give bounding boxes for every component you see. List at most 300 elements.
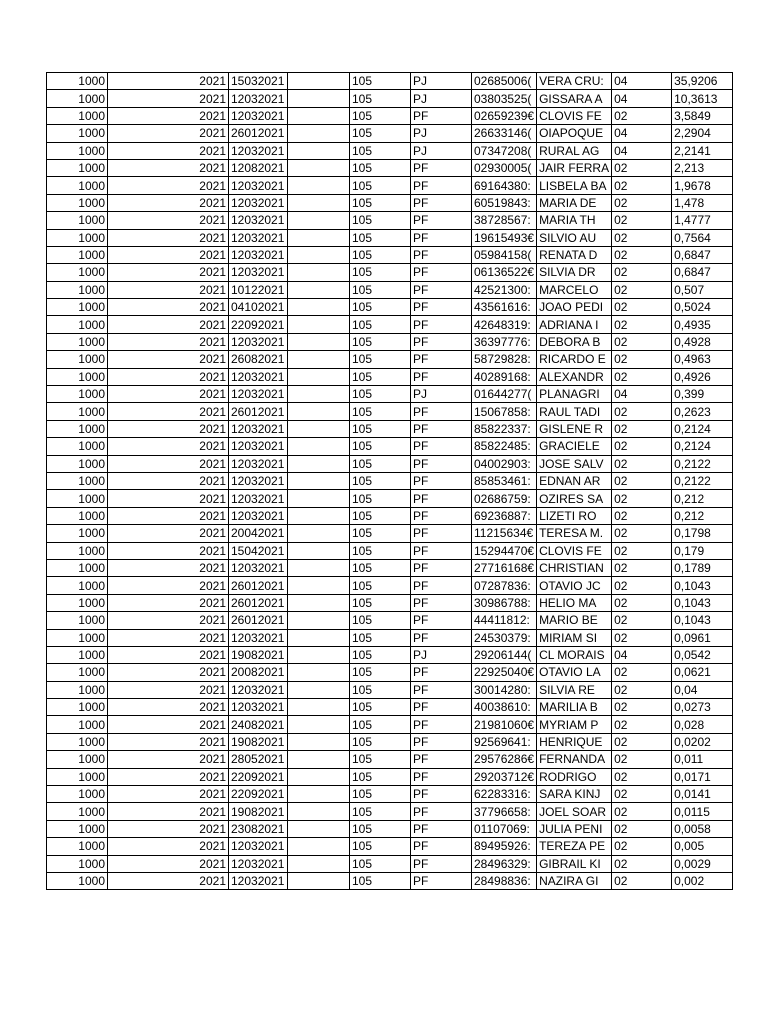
cell-code[interactable]: 1000 (47, 559, 108, 576)
cell-date[interactable]: 12032021 (229, 333, 288, 350)
cell-name[interactable]: RICARDO E (537, 351, 612, 368)
cell-empty[interactable] (288, 107, 350, 124)
cell-year[interactable]: 2021 (108, 264, 229, 281)
cell-document[interactable]: 69236887: (472, 507, 537, 524)
cell-code[interactable]: 1000 (47, 159, 108, 176)
cell-category[interactable]: 02 (612, 351, 672, 368)
cell-document[interactable]: 30986788: (472, 594, 537, 611)
cell-value[interactable]: 0,507 (672, 281, 733, 298)
cell-type[interactable]: PJ (411, 73, 472, 90)
cell-value[interactable]: 0,212 (672, 507, 733, 524)
cell-number[interactable]: 105 (350, 472, 411, 489)
cell-type[interactable]: PF (411, 681, 472, 698)
cell-value[interactable]: 0,6847 (672, 246, 733, 263)
cell-empty[interactable] (288, 333, 350, 350)
cell-year[interactable]: 2021 (108, 612, 229, 629)
cell-empty[interactable] (288, 90, 350, 107)
cell-date[interactable]: 12032021 (229, 838, 288, 855)
cell-number[interactable]: 105 (350, 420, 411, 437)
cell-empty[interactable] (288, 299, 350, 316)
cell-value[interactable]: 35,9206 (672, 73, 733, 90)
cell-category[interactable]: 02 (612, 177, 672, 194)
cell-empty[interactable] (288, 403, 350, 420)
cell-name[interactable]: SARA KINJ (537, 786, 612, 803)
cell-document[interactable]: 62283316: (472, 786, 537, 803)
cell-name[interactable]: OTAVIO LA (537, 664, 612, 681)
cell-document[interactable]: 29206144( (472, 646, 537, 663)
cell-empty[interactable] (288, 472, 350, 489)
cell-number[interactable]: 105 (350, 768, 411, 785)
cell-code[interactable]: 1000 (47, 612, 108, 629)
cell-date[interactable]: 12032021 (229, 872, 288, 889)
cell-document[interactable]: 01644277( (472, 386, 537, 403)
cell-empty[interactable] (288, 612, 350, 629)
cell-name[interactable]: RURAL AG (537, 142, 612, 159)
cell-year[interactable]: 2021 (108, 386, 229, 403)
cell-number[interactable]: 105 (350, 664, 411, 681)
cell-date[interactable]: 10122021 (229, 281, 288, 298)
cell-empty[interactable] (288, 733, 350, 750)
cell-year[interactable]: 2021 (108, 803, 229, 820)
cell-name[interactable]: ALEXANDR (537, 368, 612, 385)
cell-number[interactable]: 105 (350, 368, 411, 385)
cell-category[interactable]: 04 (612, 73, 672, 90)
cell-year[interactable]: 2021 (108, 629, 229, 646)
cell-empty[interactable] (288, 542, 350, 559)
cell-value[interactable]: 2,2904 (672, 125, 733, 142)
cell-empty[interactable] (288, 681, 350, 698)
cell-value[interactable]: 0,04 (672, 681, 733, 698)
cell-year[interactable]: 2021 (108, 472, 229, 489)
cell-value[interactable]: 1,4777 (672, 212, 733, 229)
cell-number[interactable]: 105 (350, 872, 411, 889)
cell-value[interactable]: 0,0542 (672, 646, 733, 663)
cell-category[interactable]: 02 (612, 872, 672, 889)
cell-category[interactable]: 02 (612, 281, 672, 298)
cell-type[interactable]: PF (411, 159, 472, 176)
cell-category[interactable]: 02 (612, 316, 672, 333)
cell-year[interactable]: 2021 (108, 786, 229, 803)
cell-empty[interactable] (288, 646, 350, 663)
cell-date[interactable]: 12032021 (229, 420, 288, 437)
cell-date[interactable]: 12032021 (229, 142, 288, 159)
cell-year[interactable]: 2021 (108, 177, 229, 194)
cell-document[interactable]: 01107069: (472, 820, 537, 837)
cell-code[interactable]: 1000 (47, 646, 108, 663)
cell-date[interactable]: 23082021 (229, 820, 288, 837)
cell-code[interactable]: 1000 (47, 316, 108, 333)
cell-category[interactable]: 02 (612, 107, 672, 124)
cell-value[interactable]: 0,399 (672, 386, 733, 403)
cell-date[interactable]: 22092021 (229, 768, 288, 785)
cell-name[interactable]: LIZETI RO (537, 507, 612, 524)
cell-value[interactable]: 0,028 (672, 716, 733, 733)
cell-code[interactable]: 1000 (47, 125, 108, 142)
cell-empty[interactable] (288, 159, 350, 176)
cell-code[interactable]: 1000 (47, 455, 108, 472)
cell-value[interactable]: 0,0621 (672, 664, 733, 681)
cell-name[interactable]: MARIA DE (537, 194, 612, 211)
cell-category[interactable]: 02 (612, 716, 672, 733)
cell-value[interactable]: 2,213 (672, 159, 733, 176)
cell-document[interactable]: 07347208( (472, 142, 537, 159)
cell-date[interactable]: 12032021 (229, 107, 288, 124)
cell-number[interactable]: 105 (350, 438, 411, 455)
cell-date[interactable]: 12032021 (229, 559, 288, 576)
cell-code[interactable]: 1000 (47, 594, 108, 611)
cell-number[interactable]: 105 (350, 542, 411, 559)
cell-category[interactable]: 02 (612, 629, 672, 646)
cell-name[interactable]: JOAO PEDI (537, 299, 612, 316)
cell-value[interactable]: 0,179 (672, 542, 733, 559)
cell-number[interactable]: 105 (350, 229, 411, 246)
cell-category[interactable]: 02 (612, 786, 672, 803)
cell-year[interactable]: 2021 (108, 246, 229, 263)
cell-category[interactable]: 02 (612, 751, 672, 768)
cell-number[interactable]: 105 (350, 246, 411, 263)
cell-number[interactable]: 105 (350, 507, 411, 524)
cell-year[interactable]: 2021 (108, 194, 229, 211)
cell-date[interactable]: 12032021 (229, 194, 288, 211)
cell-code[interactable]: 1000 (47, 664, 108, 681)
cell-name[interactable]: ADRIANA I (537, 316, 612, 333)
cell-code[interactable]: 1000 (47, 699, 108, 716)
cell-code[interactable]: 1000 (47, 177, 108, 194)
cell-name[interactable]: OIAPOQUE (537, 125, 612, 142)
cell-year[interactable]: 2021 (108, 142, 229, 159)
cell-name[interactable]: TEREZA PE (537, 838, 612, 855)
cell-category[interactable]: 02 (612, 803, 672, 820)
cell-type[interactable]: PF (411, 490, 472, 507)
cell-type[interactable]: PF (411, 107, 472, 124)
cell-type[interactable]: PF (411, 838, 472, 855)
cell-year[interactable]: 2021 (108, 438, 229, 455)
cell-name[interactable]: MARILIA B (537, 699, 612, 716)
cell-number[interactable]: 105 (350, 594, 411, 611)
cell-date[interactable]: 19082021 (229, 803, 288, 820)
cell-name[interactable]: OTAVIO JC (537, 577, 612, 594)
cell-number[interactable]: 105 (350, 733, 411, 750)
cell-date[interactable]: 12032021 (229, 855, 288, 872)
cell-document[interactable]: 69164380: (472, 177, 537, 194)
cell-value[interactable]: 10,3613 (672, 90, 733, 107)
cell-date[interactable]: 12032021 (229, 472, 288, 489)
cell-name[interactable]: CL MORAIS (537, 646, 612, 663)
cell-date[interactable]: 24082021 (229, 716, 288, 733)
cell-document[interactable]: 40038610: (472, 699, 537, 716)
cell-value[interactable]: 0,6847 (672, 264, 733, 281)
cell-name[interactable]: DEBORA B (537, 333, 612, 350)
cell-category[interactable]: 02 (612, 681, 672, 698)
cell-code[interactable]: 1000 (47, 246, 108, 263)
cell-empty[interactable] (288, 872, 350, 889)
cell-empty[interactable] (288, 594, 350, 611)
cell-document[interactable]: 30014280: (472, 681, 537, 698)
cell-category[interactable]: 02 (612, 525, 672, 542)
cell-document[interactable]: 42648319: (472, 316, 537, 333)
cell-empty[interactable] (288, 699, 350, 716)
cell-year[interactable]: 2021 (108, 559, 229, 576)
cell-name[interactable]: GRACIELE (537, 438, 612, 455)
cell-date[interactable]: 19082021 (229, 733, 288, 750)
cell-date[interactable]: 19082021 (229, 646, 288, 663)
cell-empty[interactable] (288, 386, 350, 403)
cell-type[interactable]: PF (411, 177, 472, 194)
cell-code[interactable]: 1000 (47, 803, 108, 820)
cell-code[interactable]: 1000 (47, 629, 108, 646)
cell-year[interactable]: 2021 (108, 73, 229, 90)
cell-code[interactable]: 1000 (47, 542, 108, 559)
cell-year[interactable]: 2021 (108, 125, 229, 142)
cell-empty[interactable] (288, 73, 350, 90)
cell-empty[interactable] (288, 316, 350, 333)
cell-date[interactable]: 12032021 (229, 699, 288, 716)
cell-value[interactable]: 0,4926 (672, 368, 733, 385)
cell-category[interactable]: 02 (612, 559, 672, 576)
cell-empty[interactable] (288, 664, 350, 681)
cell-number[interactable]: 105 (350, 803, 411, 820)
cell-value[interactable]: 0,4935 (672, 316, 733, 333)
cell-category[interactable]: 02 (612, 299, 672, 316)
cell-name[interactable]: GISSARA A (537, 90, 612, 107)
cell-document[interactable]: 02930005( (472, 159, 537, 176)
cell-category[interactable]: 02 (612, 472, 672, 489)
cell-value[interactable]: 3,5849 (672, 107, 733, 124)
cell-empty[interactable] (288, 559, 350, 576)
cell-name[interactable]: VERA CRU: (537, 73, 612, 90)
cell-date[interactable]: 22092021 (229, 316, 288, 333)
cell-document[interactable]: 38728567: (472, 212, 537, 229)
cell-date[interactable]: 12082021 (229, 159, 288, 176)
cell-empty[interactable] (288, 803, 350, 820)
cell-value[interactable]: 0,0171 (672, 768, 733, 785)
cell-date[interactable]: 12032021 (229, 438, 288, 455)
cell-name[interactable]: EDNAN AR (537, 472, 612, 489)
cell-name[interactable]: FERNANDA (537, 751, 612, 768)
cell-category[interactable]: 02 (612, 594, 672, 611)
cell-type[interactable]: PF (411, 333, 472, 350)
cell-value[interactable]: 0,002 (672, 872, 733, 889)
cell-value[interactable]: 0,5024 (672, 299, 733, 316)
cell-number[interactable]: 105 (350, 299, 411, 316)
cell-value[interactable]: 0,212 (672, 490, 733, 507)
cell-empty[interactable] (288, 229, 350, 246)
cell-value[interactable]: 1,478 (672, 194, 733, 211)
cell-type[interactable]: PF (411, 803, 472, 820)
cell-category[interactable]: 02 (612, 229, 672, 246)
cell-value[interactable]: 0,005 (672, 838, 733, 855)
cell-number[interactable]: 105 (350, 559, 411, 576)
cell-year[interactable]: 2021 (108, 316, 229, 333)
cell-category[interactable]: 02 (612, 246, 672, 263)
cell-empty[interactable] (288, 212, 350, 229)
cell-date[interactable]: 26082021 (229, 351, 288, 368)
cell-year[interactable]: 2021 (108, 768, 229, 785)
cell-date[interactable]: 12032021 (229, 246, 288, 263)
cell-year[interactable]: 2021 (108, 90, 229, 107)
cell-number[interactable]: 105 (350, 159, 411, 176)
cell-number[interactable]: 105 (350, 629, 411, 646)
cell-type[interactable]: PJ (411, 142, 472, 159)
cell-code[interactable]: 1000 (47, 90, 108, 107)
cell-name[interactable]: SILVIA RE (537, 681, 612, 698)
cell-year[interactable]: 2021 (108, 420, 229, 437)
cell-empty[interactable] (288, 629, 350, 646)
cell-category[interactable]: 04 (612, 386, 672, 403)
cell-date[interactable]: 20082021 (229, 664, 288, 681)
cell-year[interactable]: 2021 (108, 716, 229, 733)
cell-code[interactable]: 1000 (47, 333, 108, 350)
cell-document[interactable]: 03803525( (472, 90, 537, 107)
cell-code[interactable]: 1000 (47, 420, 108, 437)
cell-year[interactable]: 2021 (108, 159, 229, 176)
cell-category[interactable]: 02 (612, 733, 672, 750)
cell-document[interactable]: 89495926: (472, 838, 537, 855)
cell-code[interactable]: 1000 (47, 107, 108, 124)
cell-empty[interactable] (288, 125, 350, 142)
cell-empty[interactable] (288, 264, 350, 281)
cell-document[interactable]: 43561616: (472, 299, 537, 316)
cell-code[interactable]: 1000 (47, 73, 108, 90)
cell-type[interactable]: PF (411, 855, 472, 872)
cell-document[interactable]: 44411812: (472, 612, 537, 629)
cell-value[interactable]: 0,011 (672, 751, 733, 768)
cell-category[interactable]: 02 (612, 838, 672, 855)
cell-name[interactable]: RODRIGO (537, 768, 612, 785)
cell-number[interactable]: 105 (350, 577, 411, 594)
cell-year[interactable]: 2021 (108, 699, 229, 716)
cell-code[interactable]: 1000 (47, 351, 108, 368)
cell-number[interactable]: 105 (350, 142, 411, 159)
cell-value[interactable]: 0,4928 (672, 333, 733, 350)
cell-document[interactable]: 19615493€ (472, 229, 537, 246)
cell-type[interactable]: PF (411, 612, 472, 629)
cell-type[interactable]: PF (411, 403, 472, 420)
cell-document[interactable]: 02659239€ (472, 107, 537, 124)
cell-code[interactable]: 1000 (47, 786, 108, 803)
cell-category[interactable]: 02 (612, 855, 672, 872)
cell-value[interactable]: 0,0202 (672, 733, 733, 750)
cell-category[interactable]: 02 (612, 490, 672, 507)
cell-number[interactable]: 105 (350, 855, 411, 872)
cell-type[interactable]: PF (411, 699, 472, 716)
cell-type[interactable]: PF (411, 316, 472, 333)
cell-name[interactable]: NAZIRA GI (537, 872, 612, 889)
cell-year[interactable]: 2021 (108, 646, 229, 663)
cell-number[interactable]: 105 (350, 177, 411, 194)
cell-date[interactable]: 12032021 (229, 490, 288, 507)
cell-date[interactable]: 26012021 (229, 125, 288, 142)
cell-code[interactable]: 1000 (47, 386, 108, 403)
cell-date[interactable]: 12032021 (229, 90, 288, 107)
cell-document[interactable]: 27716168€ (472, 559, 537, 576)
cell-number[interactable]: 105 (350, 490, 411, 507)
cell-number[interactable]: 105 (350, 786, 411, 803)
cell-document[interactable]: 29576286€ (472, 751, 537, 768)
cell-number[interactable]: 105 (350, 333, 411, 350)
cell-number[interactable]: 105 (350, 107, 411, 124)
cell-number[interactable]: 105 (350, 646, 411, 663)
cell-empty[interactable] (288, 786, 350, 803)
cell-year[interactable]: 2021 (108, 872, 229, 889)
cell-value[interactable]: 2,2141 (672, 142, 733, 159)
cell-date[interactable]: 12032021 (229, 368, 288, 385)
cell-document[interactable]: 37796658: (472, 803, 537, 820)
cell-category[interactable]: 02 (612, 612, 672, 629)
cell-value[interactable]: 0,1798 (672, 525, 733, 542)
cell-document[interactable]: 04002903: (472, 455, 537, 472)
cell-date[interactable]: 12032021 (229, 629, 288, 646)
cell-year[interactable]: 2021 (108, 299, 229, 316)
cell-date[interactable]: 20042021 (229, 525, 288, 542)
cell-date[interactable]: 26012021 (229, 594, 288, 611)
cell-type[interactable]: PF (411, 420, 472, 437)
cell-name[interactable]: GIBRAIL KI (537, 855, 612, 872)
cell-empty[interactable] (288, 420, 350, 437)
cell-document[interactable]: 60519843: (472, 194, 537, 211)
cell-name[interactable]: JOEL SOAR (537, 803, 612, 820)
cell-number[interactable]: 105 (350, 90, 411, 107)
cell-empty[interactable] (288, 525, 350, 542)
cell-category[interactable]: 02 (612, 699, 672, 716)
cell-year[interactable]: 2021 (108, 212, 229, 229)
cell-code[interactable]: 1000 (47, 768, 108, 785)
cell-code[interactable]: 1000 (47, 525, 108, 542)
cell-code[interactable]: 1000 (47, 403, 108, 420)
cell-number[interactable]: 105 (350, 681, 411, 698)
cell-name[interactable]: MARCELO (537, 281, 612, 298)
cell-type[interactable]: PF (411, 716, 472, 733)
cell-empty[interactable] (288, 855, 350, 872)
cell-year[interactable]: 2021 (108, 525, 229, 542)
cell-code[interactable]: 1000 (47, 855, 108, 872)
cell-document[interactable]: 40289168: (472, 368, 537, 385)
cell-category[interactable]: 02 (612, 403, 672, 420)
cell-name[interactable]: JULIA PENI (537, 820, 612, 837)
cell-document[interactable]: 15067858: (472, 403, 537, 420)
cell-name[interactable]: JOSE SALV (537, 455, 612, 472)
cell-year[interactable]: 2021 (108, 577, 229, 594)
cell-date[interactable]: 12032021 (229, 507, 288, 524)
cell-name[interactable]: MARIO BE (537, 612, 612, 629)
cell-year[interactable]: 2021 (108, 507, 229, 524)
cell-name[interactable]: GISLENE R (537, 420, 612, 437)
cell-date[interactable]: 12032021 (229, 212, 288, 229)
cell-type[interactable]: PF (411, 786, 472, 803)
cell-date[interactable]: 15032021 (229, 73, 288, 90)
cell-value[interactable]: 0,1043 (672, 577, 733, 594)
cell-document[interactable]: 92569641: (472, 733, 537, 750)
cell-code[interactable]: 1000 (47, 212, 108, 229)
cell-code[interactable]: 1000 (47, 733, 108, 750)
cell-empty[interactable] (288, 142, 350, 159)
cell-year[interactable]: 2021 (108, 855, 229, 872)
cell-type[interactable]: PF (411, 246, 472, 263)
cell-category[interactable]: 02 (612, 333, 672, 350)
cell-document[interactable]: 29203712€ (472, 768, 537, 785)
cell-document[interactable]: 11215634€ (472, 525, 537, 542)
cell-date[interactable]: 26012021 (229, 612, 288, 629)
cell-value[interactable]: 0,7564 (672, 229, 733, 246)
cell-empty[interactable] (288, 716, 350, 733)
cell-code[interactable]: 1000 (47, 872, 108, 889)
cell-value[interactable]: 0,0029 (672, 855, 733, 872)
cell-date[interactable]: 22092021 (229, 786, 288, 803)
cell-document[interactable]: 05984158( (472, 246, 537, 263)
cell-type[interactable]: PF (411, 264, 472, 281)
cell-value[interactable]: 0,1043 (672, 594, 733, 611)
cell-number[interactable]: 105 (350, 820, 411, 837)
